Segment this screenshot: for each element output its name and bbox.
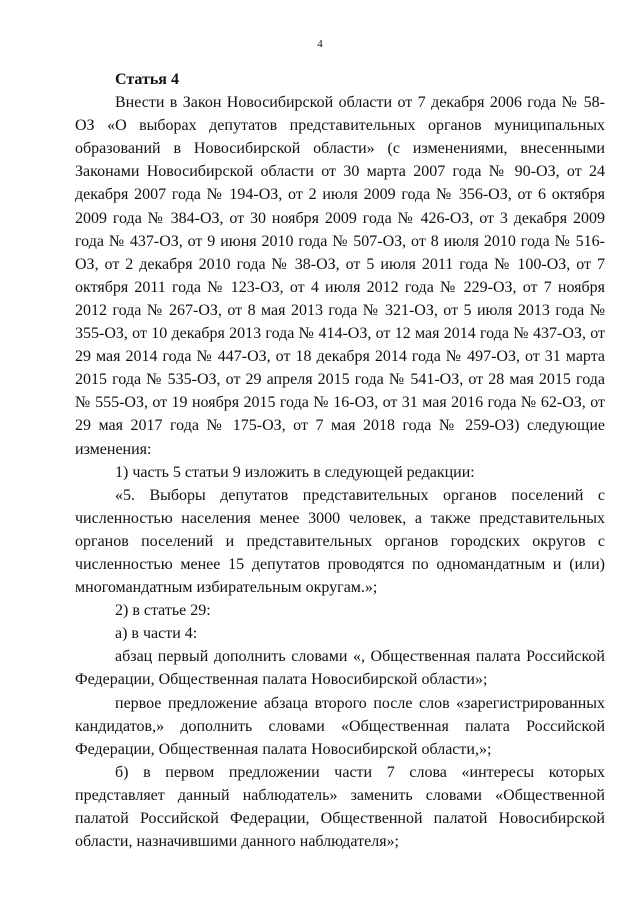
- paragraph-item-2a: а) в части 4:: [115, 625, 198, 643]
- paragraph-abzac-1: абзац первый дополнить словами «, Общественная палата Российской Федерации, Общественная палата Новосибирской области»;: [75, 648, 605, 689]
- page-number: 4: [317, 38, 323, 50]
- document-body: [75, 68, 605, 853]
- paragraph-item-2: 2) в статье 29:: [115, 602, 211, 620]
- paragraph-abzac-2: первое предложение абзаца второго после слов «зарегистрированных кандидатов,» дополнить словами «Общественная палата Российской Федерации, Общественная палата Новосибирской области,»;: [75, 694, 605, 758]
- article-title: Статья 4: [115, 71, 179, 88]
- paragraph-item-1: 1) часть 5 статьи 9 изложить в следующей редакции:: [115, 463, 475, 481]
- paragraph-intro: Внести в Закон Новосибирской области от 7 декабря 2006 года № 58-ОЗ «О выборах депутатов представительных органов муниципальных образований в Новосибирской области» (с изменениями, внесенными Законами Новосибирской области от 30 марта 2007 года № 90-ОЗ, от 24 декабря 2007 года № 194-ОЗ, от 2 июля 2009 года № 356-ОЗ, от 6 октября 2009 года № 384-ОЗ, от 30 ноября 2009 года № 426-ОЗ, от 3 декабря 2009 года № 437-ОЗ, от 9 июня 2010 года № 507-ОЗ, от 8 июля 2010 года № 516-ОЗ, от 2 декабря 2010 года № 38-ОЗ, от 5 июля 2011 года № 100-ОЗ, от 7 октября 2011 года № 123-ОЗ, от 4 июля 2012 года № 229-ОЗ, от 7 ноября 2012 года № 267-ОЗ, от 8 мая 2013 года № 321-ОЗ, от 5 июля 2013 года № 355-ОЗ, от 10 декабря 2013 года № 414-ОЗ, от 12 мая 2014 года № 437-ОЗ, от 29 мая 2014 года № 447-ОЗ, от 18 декабря 2014 года № 497-ОЗ, от 31 марта 2015 года № 535-ОЗ, от 29 апреля 2015 года № 541-ОЗ, от 28 мая 2015 года № 555-ОЗ, от 19 ноября 2015 года № 16-ОЗ, от 31 мая 2016 года № 62-ОЗ, от 29 мая 2017 года № 175-ОЗ, от 7 мая 2018 года № 259-ОЗ) следующие изменения:: [75, 94, 605, 458]
- paragraph-item-2b: б) в первом предложении части 7 слова «интересы которых представляет данный наблюдатель» заменить словами «Общественной палатой Российской Федерации, Общественной палатой Новосибирской области, назначившими данного наблюдателя»;: [75, 763, 605, 851]
- paragraph-quote-part-5: «5. Выборы депутатов представительных органов поселений с численностью населения менее 3000 человек, а также представительных органов поселений и представительных органов городских округов с численностью менее 15 депутатов проводятся по одномандатным и (или) многомандатным избирательным округам.»;: [75, 486, 605, 597]
